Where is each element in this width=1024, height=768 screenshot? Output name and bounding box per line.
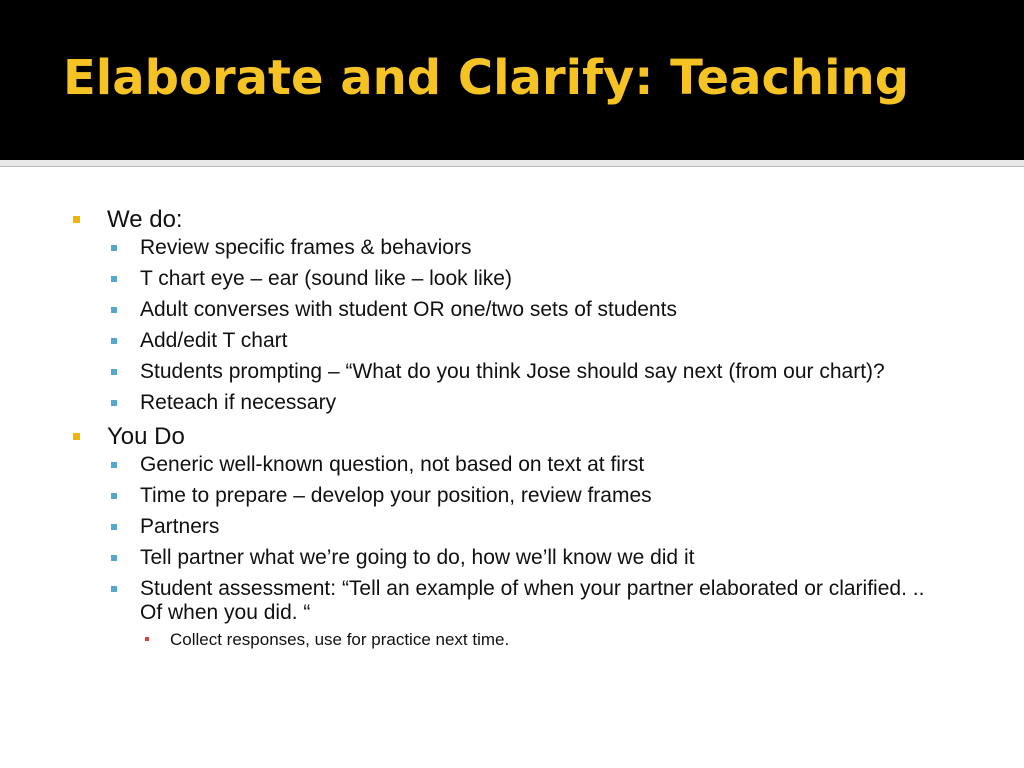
- list-item: [107, 267, 952, 291]
- list-item: [107, 360, 952, 384]
- square-bullet-icon: [73, 216, 80, 223]
- list-item: [107, 577, 952, 651]
- square-bullet-icon: [111, 276, 117, 282]
- square-bullet-icon: [111, 338, 117, 344]
- square-bullet-icon: [111, 400, 117, 406]
- list-item: [107, 546, 952, 570]
- sub-bullet-list: [107, 236, 952, 415]
- square-bullet-icon: [73, 433, 80, 440]
- list-item-text: Collect responses, use for practice next time.: [170, 630, 510, 649]
- slide-title: Elaborate and Clarify: Teaching: [63, 50, 910, 106]
- square-bullet-icon: [111, 369, 117, 375]
- list-item-text: Partners: [140, 515, 220, 538]
- slide-body: [72, 205, 952, 658]
- square-bullet-icon: [111, 524, 117, 530]
- list-item: [107, 236, 952, 260]
- list-item: [107, 298, 952, 322]
- sub-sub-bullet-list: [140, 629, 952, 651]
- sub-bullet-list: [107, 453, 952, 651]
- list-item-text: Review specific frames & behaviors: [140, 236, 472, 259]
- list-item: [140, 629, 952, 651]
- list-item-text: Generic well-known question, not based on text at first: [140, 453, 645, 476]
- list-item: [107, 391, 952, 415]
- square-bullet-icon: [111, 245, 117, 251]
- list-item: [107, 453, 952, 477]
- square-bullet-icon: [111, 555, 117, 561]
- section-heading: We do:: [107, 206, 183, 233]
- square-bullet-icon: [111, 462, 117, 468]
- square-bullet-icon: [145, 637, 149, 641]
- square-bullet-icon: [111, 586, 117, 592]
- list-item-text: Reteach if necessary: [140, 391, 337, 414]
- list-item: [107, 484, 952, 508]
- title-divider: [0, 160, 1024, 167]
- list-item-text: Time to prepare – develop your position, review frames: [140, 484, 652, 507]
- list-item-text: Tell partner what we’re going to do, how we’ll know we did it: [140, 546, 695, 569]
- title-bar: [0, 0, 1024, 160]
- list-item: [107, 329, 952, 353]
- list-item: [107, 515, 952, 539]
- square-bullet-icon: [111, 307, 117, 313]
- list-item-text: T chart eye – ear (sound like – look like): [140, 267, 512, 290]
- list-item-text: Students prompting – “What do you think Jose should say next (from our chart)?: [140, 360, 885, 383]
- list-item-text: Add/edit T chart: [140, 329, 288, 352]
- bullet-list: [72, 205, 952, 651]
- list-item-text: Adult converses with student OR one/two sets of students: [140, 298, 677, 321]
- section-heading: You Do: [107, 423, 185, 450]
- list-item-text: Student assessment: “Tell an example of when your partner elaborated or clarified. .. Of when you did. “: [140, 577, 925, 624]
- section-we-do: [72, 205, 952, 415]
- square-bullet-icon: [111, 493, 117, 499]
- section-you-do: [72, 422, 952, 651]
